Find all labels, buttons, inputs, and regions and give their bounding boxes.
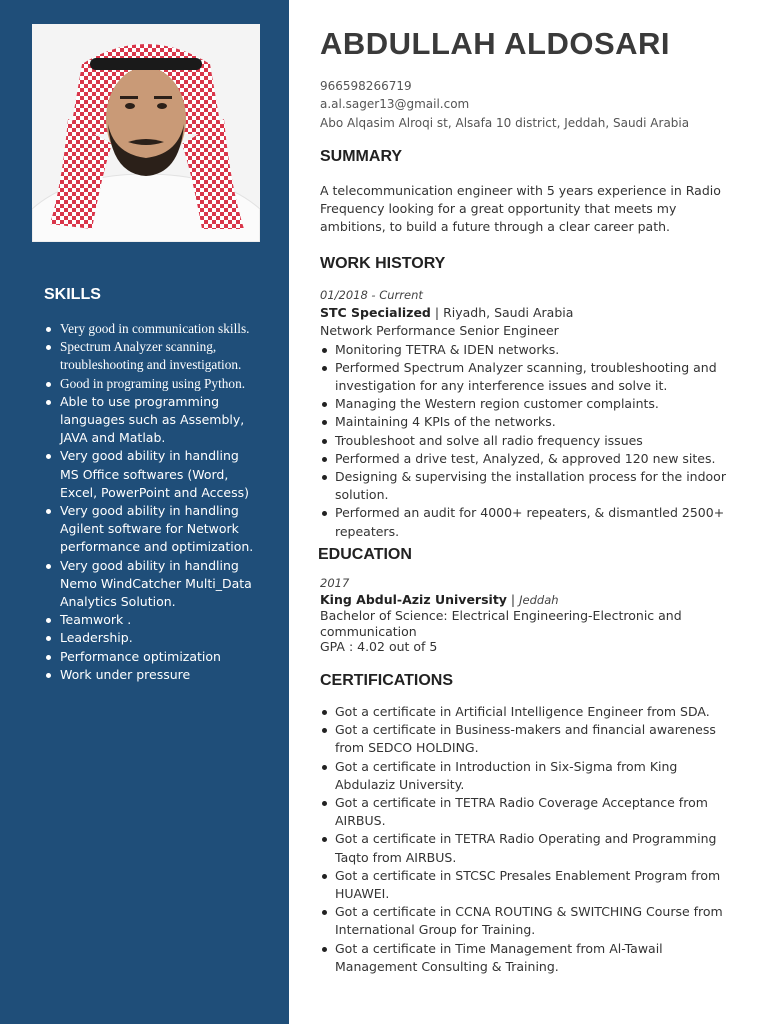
skill-item: Work under pressure [44, 666, 254, 684]
summary-text: A telecommunication engineer with 5 years experience in Radio Frequency looking for a great opportunity that meets my ambitions, to build a future through a clear career path. [320, 183, 721, 235]
education-heading: EDUCATION [318, 546, 412, 563]
work-duties [320, 341, 735, 541]
certification-item: Got a certificate in CCNA ROUTING & SWITCHING Course from International Group for Training. [320, 903, 735, 939]
skill-item: Able to use programming languages such as Assembly, JAVA and Matlab. [44, 393, 254, 448]
skill-item: Very good ability in handling Nemo WindCatcher Multi_Data Analytics Solution. [44, 557, 254, 612]
duty-item: Maintaining 4 KPIs of the networks. [320, 413, 735, 431]
certification-item: Got a certificate in Artificial Intelligence Engineer from SDA. [320, 703, 735, 721]
phone-number: 966598266719 [320, 79, 412, 93]
certifications-list [320, 703, 735, 976]
duty-item: Performed Spectrum Analyzer scanning, troubleshooting and investigation for any interference issues and solve it. [320, 359, 735, 395]
education-school-line [320, 592, 735, 609]
duty-item: Managing the Western region customer complaints. [320, 395, 735, 413]
certification-item: Got a certificate in STCSC Presales Enablement Program from HUAWEI. [320, 867, 735, 903]
work-history-heading: WORK HISTORY [320, 255, 446, 272]
duty-item: Performed an audit for 4000+ repeaters, & dismantled 2500+ repeaters. [320, 504, 735, 540]
contact-block [320, 77, 689, 132]
skill-item: Leadership. [44, 629, 254, 647]
work-dates: 01/2018 - Current [320, 288, 423, 302]
skill-item: Performance optimization [44, 648, 254, 666]
education-entry [320, 576, 735, 655]
education-degree: Bachelor of Science: Electrical Engineering-Electronic and communication [320, 608, 682, 639]
sidebar [0, 0, 289, 1024]
education-city: Jeddah [519, 592, 559, 607]
skills-heading: SKILLS [44, 286, 101, 303]
skill-item: Very good ability in handling Agilent software for Network performance and optimization. [44, 502, 254, 557]
work-company: STC Specialized [320, 305, 431, 321]
education-year: 2017 [320, 576, 350, 590]
work-entry [320, 286, 735, 541]
skill-item: Very good ability in handling MS Office softwares (Word, Excel, PowerPoint and Access) [44, 447, 254, 502]
profile-photo [32, 24, 260, 242]
certification-item: Got a certificate in TETRA Radio Operating and Programming Taqto from AIRBUS. [320, 830, 735, 866]
duty-item: Monitoring TETRA & IDEN networks. [320, 341, 735, 359]
certification-item: Got a certificate in TETRA Radio Coverage Acceptance from AIRBUS. [320, 794, 735, 830]
candidate-name: ABDULLAH ALDOSARI [320, 26, 671, 61]
work-location: Riyadh, Saudi Arabia [443, 305, 574, 321]
duty-item: Troubleshoot and solve all radio frequency issues [320, 432, 735, 450]
education-gpa: GPA : 4.02 out of 5 [320, 639, 438, 654]
work-separator: | [430, 305, 444, 321]
education-separator: | [506, 591, 520, 607]
skill-item: Very good in communication skills. [44, 320, 254, 338]
certifications-heading: CERTIFICATIONS [320, 672, 454, 689]
certification-item: Got a certificate in Business-makers and financial awareness from SEDCO HOLDING. [320, 721, 735, 757]
skills-list [44, 320, 254, 684]
work-employer-line [320, 304, 735, 322]
certification-item: Got a certificate in Introduction in Six-Sigma from King Abdulaziz University. [320, 758, 735, 794]
duty-item: Designing & supervising the installation process for the indoor solution. [320, 468, 735, 504]
skill-item: Spectrum Analyzer scanning, troubleshooting and investigation. [44, 338, 254, 374]
skill-item: Good in programing using Python. [44, 375, 254, 393]
duty-item: Performed a drive test, Analyzed, & approved 120 new sites. [320, 450, 735, 468]
education-school: King Abdul-Aziz University [320, 591, 507, 607]
summary-heading: SUMMARY [320, 148, 403, 165]
skill-item: Teamwork . [44, 611, 254, 629]
work-title: Network Performance Senior Engineer [320, 323, 559, 339]
email-address: a.al.sager13@gmail.com [320, 97, 470, 112]
home-address: Abo Alqasim Alroqi st, Alsafa 10 district, Jeddah, Saudi Arabia [320, 115, 690, 130]
certification-item: Got a certificate in Time Management from Al-Tawail Management Consulting & Training. [320, 940, 735, 976]
